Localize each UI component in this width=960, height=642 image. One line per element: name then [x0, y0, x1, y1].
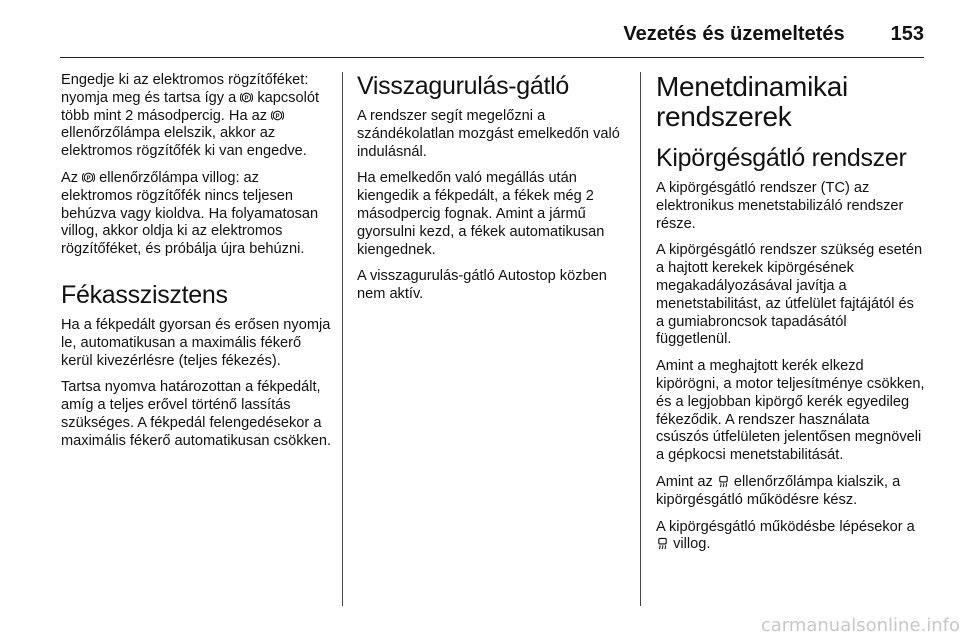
column-2 [357, 72, 627, 313]
parking-brake-icon [240, 91, 253, 104]
paragraph: A kipörgésgátló működésbe lépésekor a villog. [656, 518, 915, 553]
page-number: 153 [890, 22, 924, 45]
header-title: Vezetés és üzemeltetés [623, 22, 845, 45]
page-header [0, 14, 924, 54]
traction-control-icon [656, 537, 669, 550]
paragraph: Ha emelkedőn való megállás után kiengedik a fékpedált, a fékek még 2 másodpercig fognak. Amint a jármű gyorsulni kezd, a fékek automatikusan kiengednek. [357, 170, 605, 258]
svg-text:P: P [86, 175, 91, 182]
section-heading-traction-control: Kipörgésgátló rendszer [656, 144, 907, 172]
parking-brake-icon [271, 109, 284, 122]
paragraph: Az P ellenőrzőlámpa villog: az elektromos rögzítőfék nincs teljesen behúzva vagy kioldva. Ha folyamatosan villog, akkor oldja ki az elektromos rögzítőféket, és próbálja újra behúzni. [61, 169, 319, 258]
column-divider-2 [640, 72, 641, 606]
column-divider-1 [342, 72, 343, 606]
paragraph: A rendszer segít megelőzni a szándékolatlan mozgást emelkedőn való indulásnál. [357, 108, 620, 160]
paragraph: Amint az ellenőrzőlámpa kialszik, a kipörgésgátló működésre kész. [656, 473, 901, 508]
svg-text:P: P [244, 95, 249, 102]
watermark: carmanualsonline.info [760, 615, 960, 636]
paragraph: Amint a meghajtott kerék elkezd kipörögni, a motor teljesítménye csökken, és a legjobban kipörgő kerék egyedileg fékeződik. A rendszer használata csúszós útfelületen jelentősen megnöveli a gépkocsi menetstabilitását. [656, 358, 925, 464]
column-1 [61, 72, 333, 460]
section-heading-hill-start-assist: Visszagurulás-gátló [357, 72, 570, 100]
section-heading-brake-assist: Fékasszisztens [61, 280, 228, 309]
paragraph: A kipörgésgátló rendszer (TC) az elektronikus menetstabilizáló rendszer része. [656, 180, 904, 232]
paragraph: Engedje ki az elektromos rögzítőféket: nyomja meg és tartsa így a P kapcsolót több mint 2 másodpercig. Ha az P ellenőrzőlámpa elelszik, akkor az elektromos rögzítőfék ki van engedve. [61, 72, 319, 160]
header-rule [60, 57, 924, 58]
chapter-title: Menetdinamikai rendszerek [656, 71, 848, 132]
parking-brake-icon [82, 171, 95, 184]
paragraph: Ha a fékpedált gyorsan és erősen nyomja le, automatikusan a maximális fékerő kerül kivezérlésre (teljes fékezés). [61, 316, 331, 369]
column-3 [656, 72, 926, 563]
paragraph: A visszagurulás-gátló Autostop közben nem aktív. [357, 268, 607, 303]
svg-text:P: P [275, 113, 280, 120]
paragraph: Tartsa nyomva határozottan a fékpedált, amíg a teljes erővel történő lassítás szükséges. A fékpedál felengedésekor a maximális fékerő automatikusan csökken. [61, 379, 332, 449]
paragraph: A kipörgésgátló rendszer szükség esetén a hajtott kerekek kipörgésének megakadályozásával javítja a menetstabilitást, az útfelület fajtájától és a gumiabroncsok tapadásától függetlenül. [656, 242, 923, 348]
traction-control-icon [717, 475, 730, 488]
